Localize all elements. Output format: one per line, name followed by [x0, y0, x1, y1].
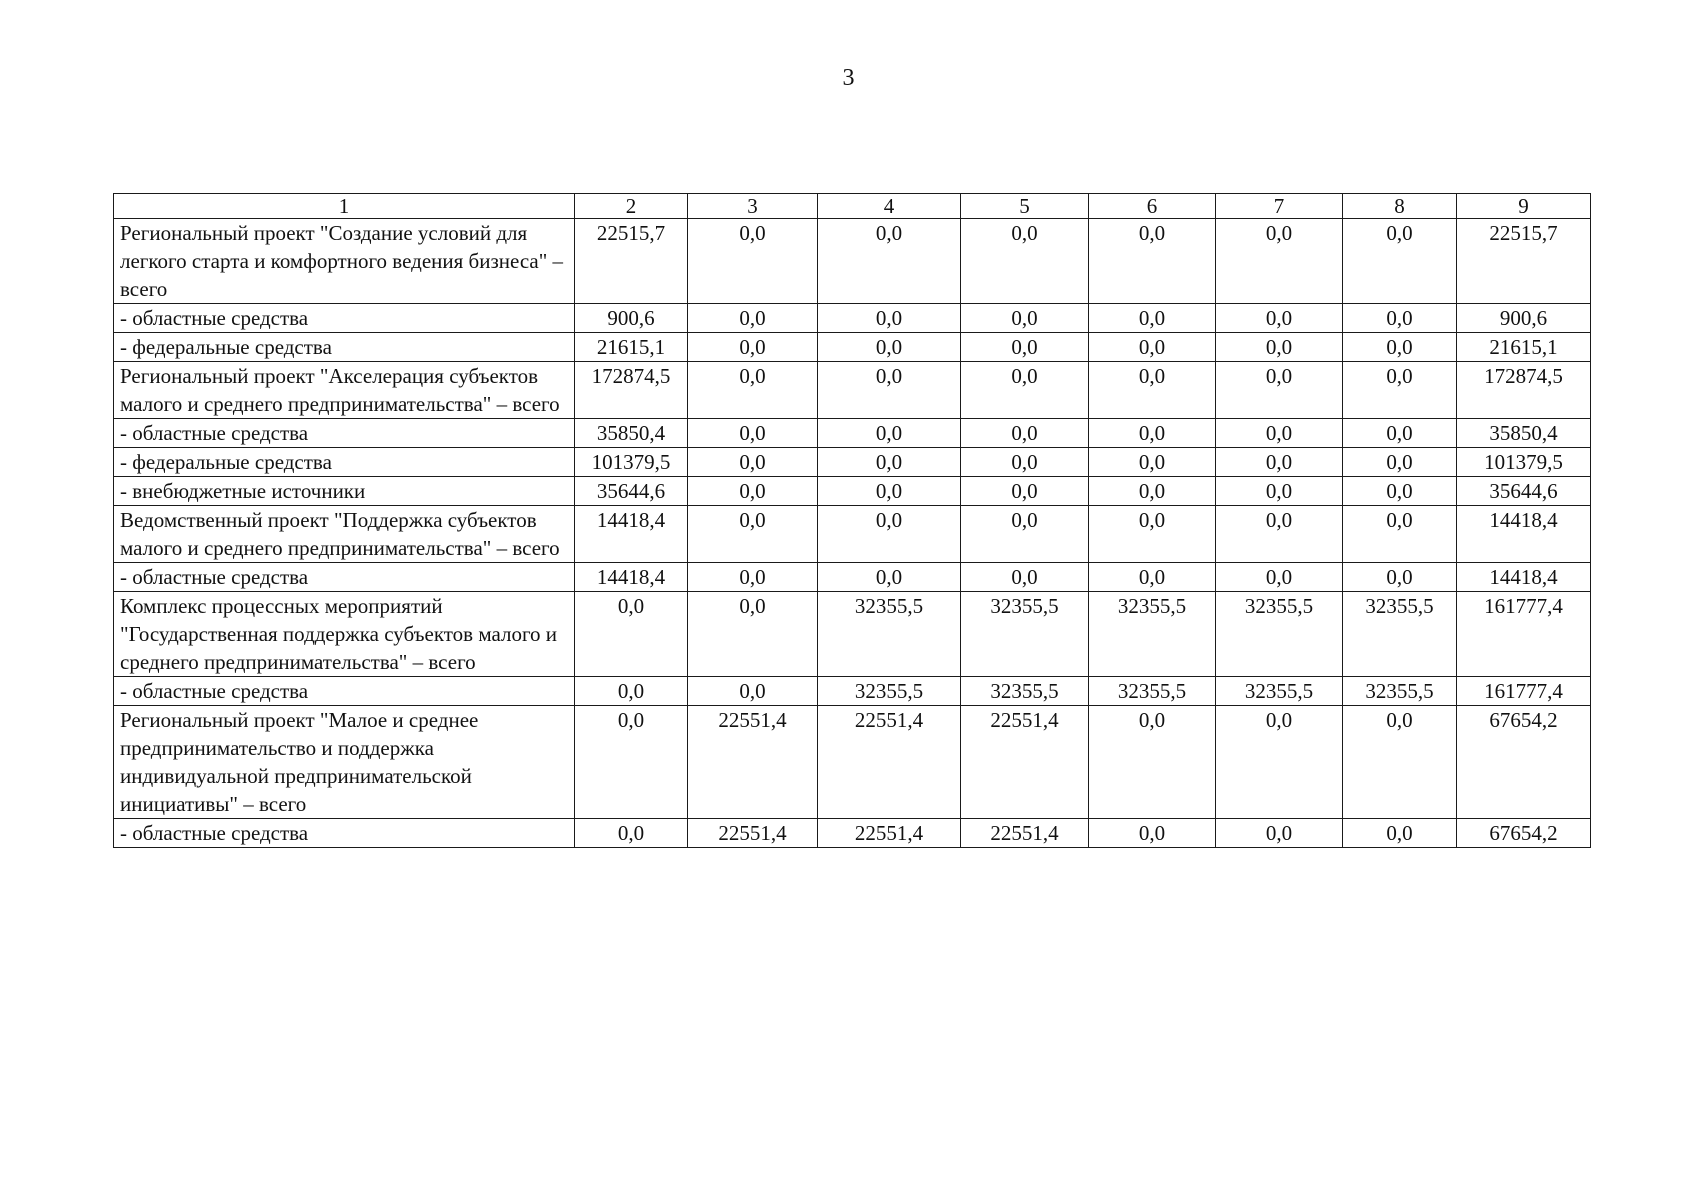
- column-header: 4: [818, 194, 961, 219]
- cell-value: 32355,5: [818, 677, 961, 706]
- cell-value: 0,0: [688, 592, 818, 677]
- cell-value: 0,0: [818, 506, 961, 563]
- row-label: Региональный проект "Создание условий для легкого старта и комфортного ведения бизнеса" – всего: [114, 219, 575, 304]
- cell-value: 0,0: [688, 477, 818, 506]
- cell-value: 0,0: [1089, 563, 1216, 592]
- cell-value: 0,0: [1089, 819, 1216, 848]
- row-label: - областные средства: [114, 419, 575, 448]
- cell-value: 0,0: [1089, 448, 1216, 477]
- cell-value: 22551,4: [818, 819, 961, 848]
- cell-value: 0,0: [961, 304, 1089, 333]
- cell-value: 22551,4: [961, 706, 1089, 819]
- cell-value: 0,0: [1343, 333, 1457, 362]
- table-row: [114, 219, 1591, 304]
- cell-value: 900,6: [575, 304, 688, 333]
- cell-value: 0,0: [1216, 506, 1343, 563]
- cell-value: 0,0: [1216, 304, 1343, 333]
- column-header: 8: [1343, 194, 1457, 219]
- cell-value: 0,0: [961, 563, 1089, 592]
- cell-value: 32355,5: [1089, 677, 1216, 706]
- cell-value: 0,0: [1216, 333, 1343, 362]
- row-label: - внебюджетные источники: [114, 477, 575, 506]
- table-row: [114, 706, 1591, 819]
- cell-value: 0,0: [688, 362, 818, 419]
- cell-value: 0,0: [575, 677, 688, 706]
- table-header-row: [114, 194, 1591, 219]
- cell-value: 22515,7: [1457, 219, 1591, 304]
- cell-value: 0,0: [818, 477, 961, 506]
- cell-value: 161777,4: [1457, 677, 1591, 706]
- cell-value: 0,0: [961, 333, 1089, 362]
- cell-value: 0,0: [818, 219, 961, 304]
- cell-value: 0,0: [1343, 819, 1457, 848]
- cell-value: 0,0: [1343, 506, 1457, 563]
- cell-value: 0,0: [688, 219, 818, 304]
- cell-value: 0,0: [688, 333, 818, 362]
- table-row: [114, 304, 1591, 333]
- table-row: [114, 477, 1591, 506]
- cell-value: 0,0: [1216, 706, 1343, 819]
- cell-value: 0,0: [1089, 477, 1216, 506]
- cell-value: 32355,5: [961, 677, 1089, 706]
- cell-value: 22515,7: [575, 219, 688, 304]
- funding-table: [113, 193, 1591, 848]
- cell-value: 0,0: [1089, 219, 1216, 304]
- column-header: 3: [688, 194, 818, 219]
- row-label: - областные средства: [114, 677, 575, 706]
- cell-value: 35850,4: [575, 419, 688, 448]
- cell-value: 32355,5: [961, 592, 1089, 677]
- cell-value: 0,0: [1216, 563, 1343, 592]
- cell-value: 0,0: [961, 419, 1089, 448]
- column-header: 1: [114, 194, 575, 219]
- row-label: Региональный проект "Малое и среднее предпринимательство и поддержка индивидуальной предпринимательской инициативы" – всего: [114, 706, 575, 819]
- row-label: Комплекс процессных мероприятий "Государственная поддержка субъектов малого и среднего предпринимательства" – всего: [114, 592, 575, 677]
- row-label: - федеральные средства: [114, 448, 575, 477]
- table-row: [114, 333, 1591, 362]
- cell-value: 0,0: [961, 477, 1089, 506]
- cell-value: 0,0: [961, 219, 1089, 304]
- cell-value: 0,0: [1216, 219, 1343, 304]
- cell-value: 0,0: [1343, 477, 1457, 506]
- cell-value: 0,0: [1089, 362, 1216, 419]
- cell-value: 32355,5: [1089, 592, 1216, 677]
- cell-value: 0,0: [961, 362, 1089, 419]
- cell-value: 161777,4: [1457, 592, 1591, 677]
- cell-value: 0,0: [688, 506, 818, 563]
- cell-value: 0,0: [1343, 448, 1457, 477]
- cell-value: 0,0: [688, 448, 818, 477]
- cell-value: 22551,4: [818, 706, 961, 819]
- cell-value: 0,0: [688, 419, 818, 448]
- cell-value: 0,0: [575, 819, 688, 848]
- cell-value: 0,0: [1343, 419, 1457, 448]
- cell-value: 0,0: [1216, 448, 1343, 477]
- cell-value: 101379,5: [1457, 448, 1591, 477]
- cell-value: 900,6: [1457, 304, 1591, 333]
- table-row: [114, 362, 1591, 419]
- cell-value: 0,0: [1089, 419, 1216, 448]
- cell-value: 21615,1: [1457, 333, 1591, 362]
- page-number: 3: [842, 65, 855, 91]
- cell-value: 0,0: [1343, 563, 1457, 592]
- column-header: 2: [575, 194, 688, 219]
- row-label: - областные средства: [114, 563, 575, 592]
- cell-value: 0,0: [1089, 333, 1216, 362]
- column-header: 7: [1216, 194, 1343, 219]
- table-row: [114, 448, 1591, 477]
- cell-value: 32355,5: [1216, 592, 1343, 677]
- row-label: Региональный проект "Акселерация субъектов малого и среднего предпринимательства" – всего: [114, 362, 575, 419]
- cell-value: 0,0: [1216, 477, 1343, 506]
- cell-value: 0,0: [688, 304, 818, 333]
- cell-value: 14418,4: [1457, 506, 1591, 563]
- column-header: 5: [961, 194, 1089, 219]
- cell-value: 0,0: [1343, 219, 1457, 304]
- cell-value: 0,0: [818, 448, 961, 477]
- cell-value: 0,0: [1216, 419, 1343, 448]
- cell-value: 0,0: [1089, 506, 1216, 563]
- cell-value: 172874,5: [575, 362, 688, 419]
- cell-value: 22551,4: [688, 706, 818, 819]
- cell-value: 101379,5: [575, 448, 688, 477]
- row-label: - областные средства: [114, 819, 575, 848]
- table-row: [114, 563, 1591, 592]
- cell-value: 14418,4: [1457, 563, 1591, 592]
- cell-value: 0,0: [1343, 362, 1457, 419]
- cell-value: 0,0: [1089, 304, 1216, 333]
- cell-value: 67654,2: [1457, 706, 1591, 819]
- cell-value: 0,0: [818, 333, 961, 362]
- cell-value: 35644,6: [1457, 477, 1591, 506]
- table-row: [114, 419, 1591, 448]
- cell-value: 21615,1: [575, 333, 688, 362]
- cell-value: 0,0: [818, 563, 961, 592]
- cell-value: 0,0: [575, 592, 688, 677]
- cell-value: 0,0: [1216, 819, 1343, 848]
- cell-value: 67654,2: [1457, 819, 1591, 848]
- cell-value: 0,0: [1343, 304, 1457, 333]
- table-row: [114, 506, 1591, 563]
- cell-value: 172874,5: [1457, 362, 1591, 419]
- table-row: [114, 819, 1591, 848]
- column-header: 6: [1089, 194, 1216, 219]
- cell-value: 0,0: [961, 448, 1089, 477]
- cell-value: 0,0: [818, 362, 961, 419]
- cell-value: 14418,4: [575, 506, 688, 563]
- cell-value: 32355,5: [1216, 677, 1343, 706]
- cell-value: 32355,5: [1343, 677, 1457, 706]
- table-row: [114, 592, 1591, 677]
- cell-value: 0,0: [1343, 706, 1457, 819]
- table-row: [114, 677, 1591, 706]
- cell-value: 0,0: [1089, 706, 1216, 819]
- cell-value: 32355,5: [818, 592, 961, 677]
- cell-value: 14418,4: [575, 563, 688, 592]
- row-label: - областные средства: [114, 304, 575, 333]
- cell-value: 22551,4: [688, 819, 818, 848]
- cell-value: 0,0: [688, 677, 818, 706]
- cell-value: 0,0: [688, 563, 818, 592]
- column-header: 9: [1457, 194, 1591, 219]
- row-label: - федеральные средства: [114, 333, 575, 362]
- cell-value: 22551,4: [961, 819, 1089, 848]
- cell-value: 0,0: [1216, 362, 1343, 419]
- cell-value: 35850,4: [1457, 419, 1591, 448]
- cell-value: 0,0: [818, 304, 961, 333]
- cell-value: 35644,6: [575, 477, 688, 506]
- cell-value: 0,0: [575, 706, 688, 819]
- cell-value: 0,0: [818, 419, 961, 448]
- cell-value: 0,0: [961, 506, 1089, 563]
- row-label: Ведомственный проект "Поддержка субъектов малого и среднего предпринимательства" – всего: [114, 506, 575, 563]
- cell-value: 32355,5: [1343, 592, 1457, 677]
